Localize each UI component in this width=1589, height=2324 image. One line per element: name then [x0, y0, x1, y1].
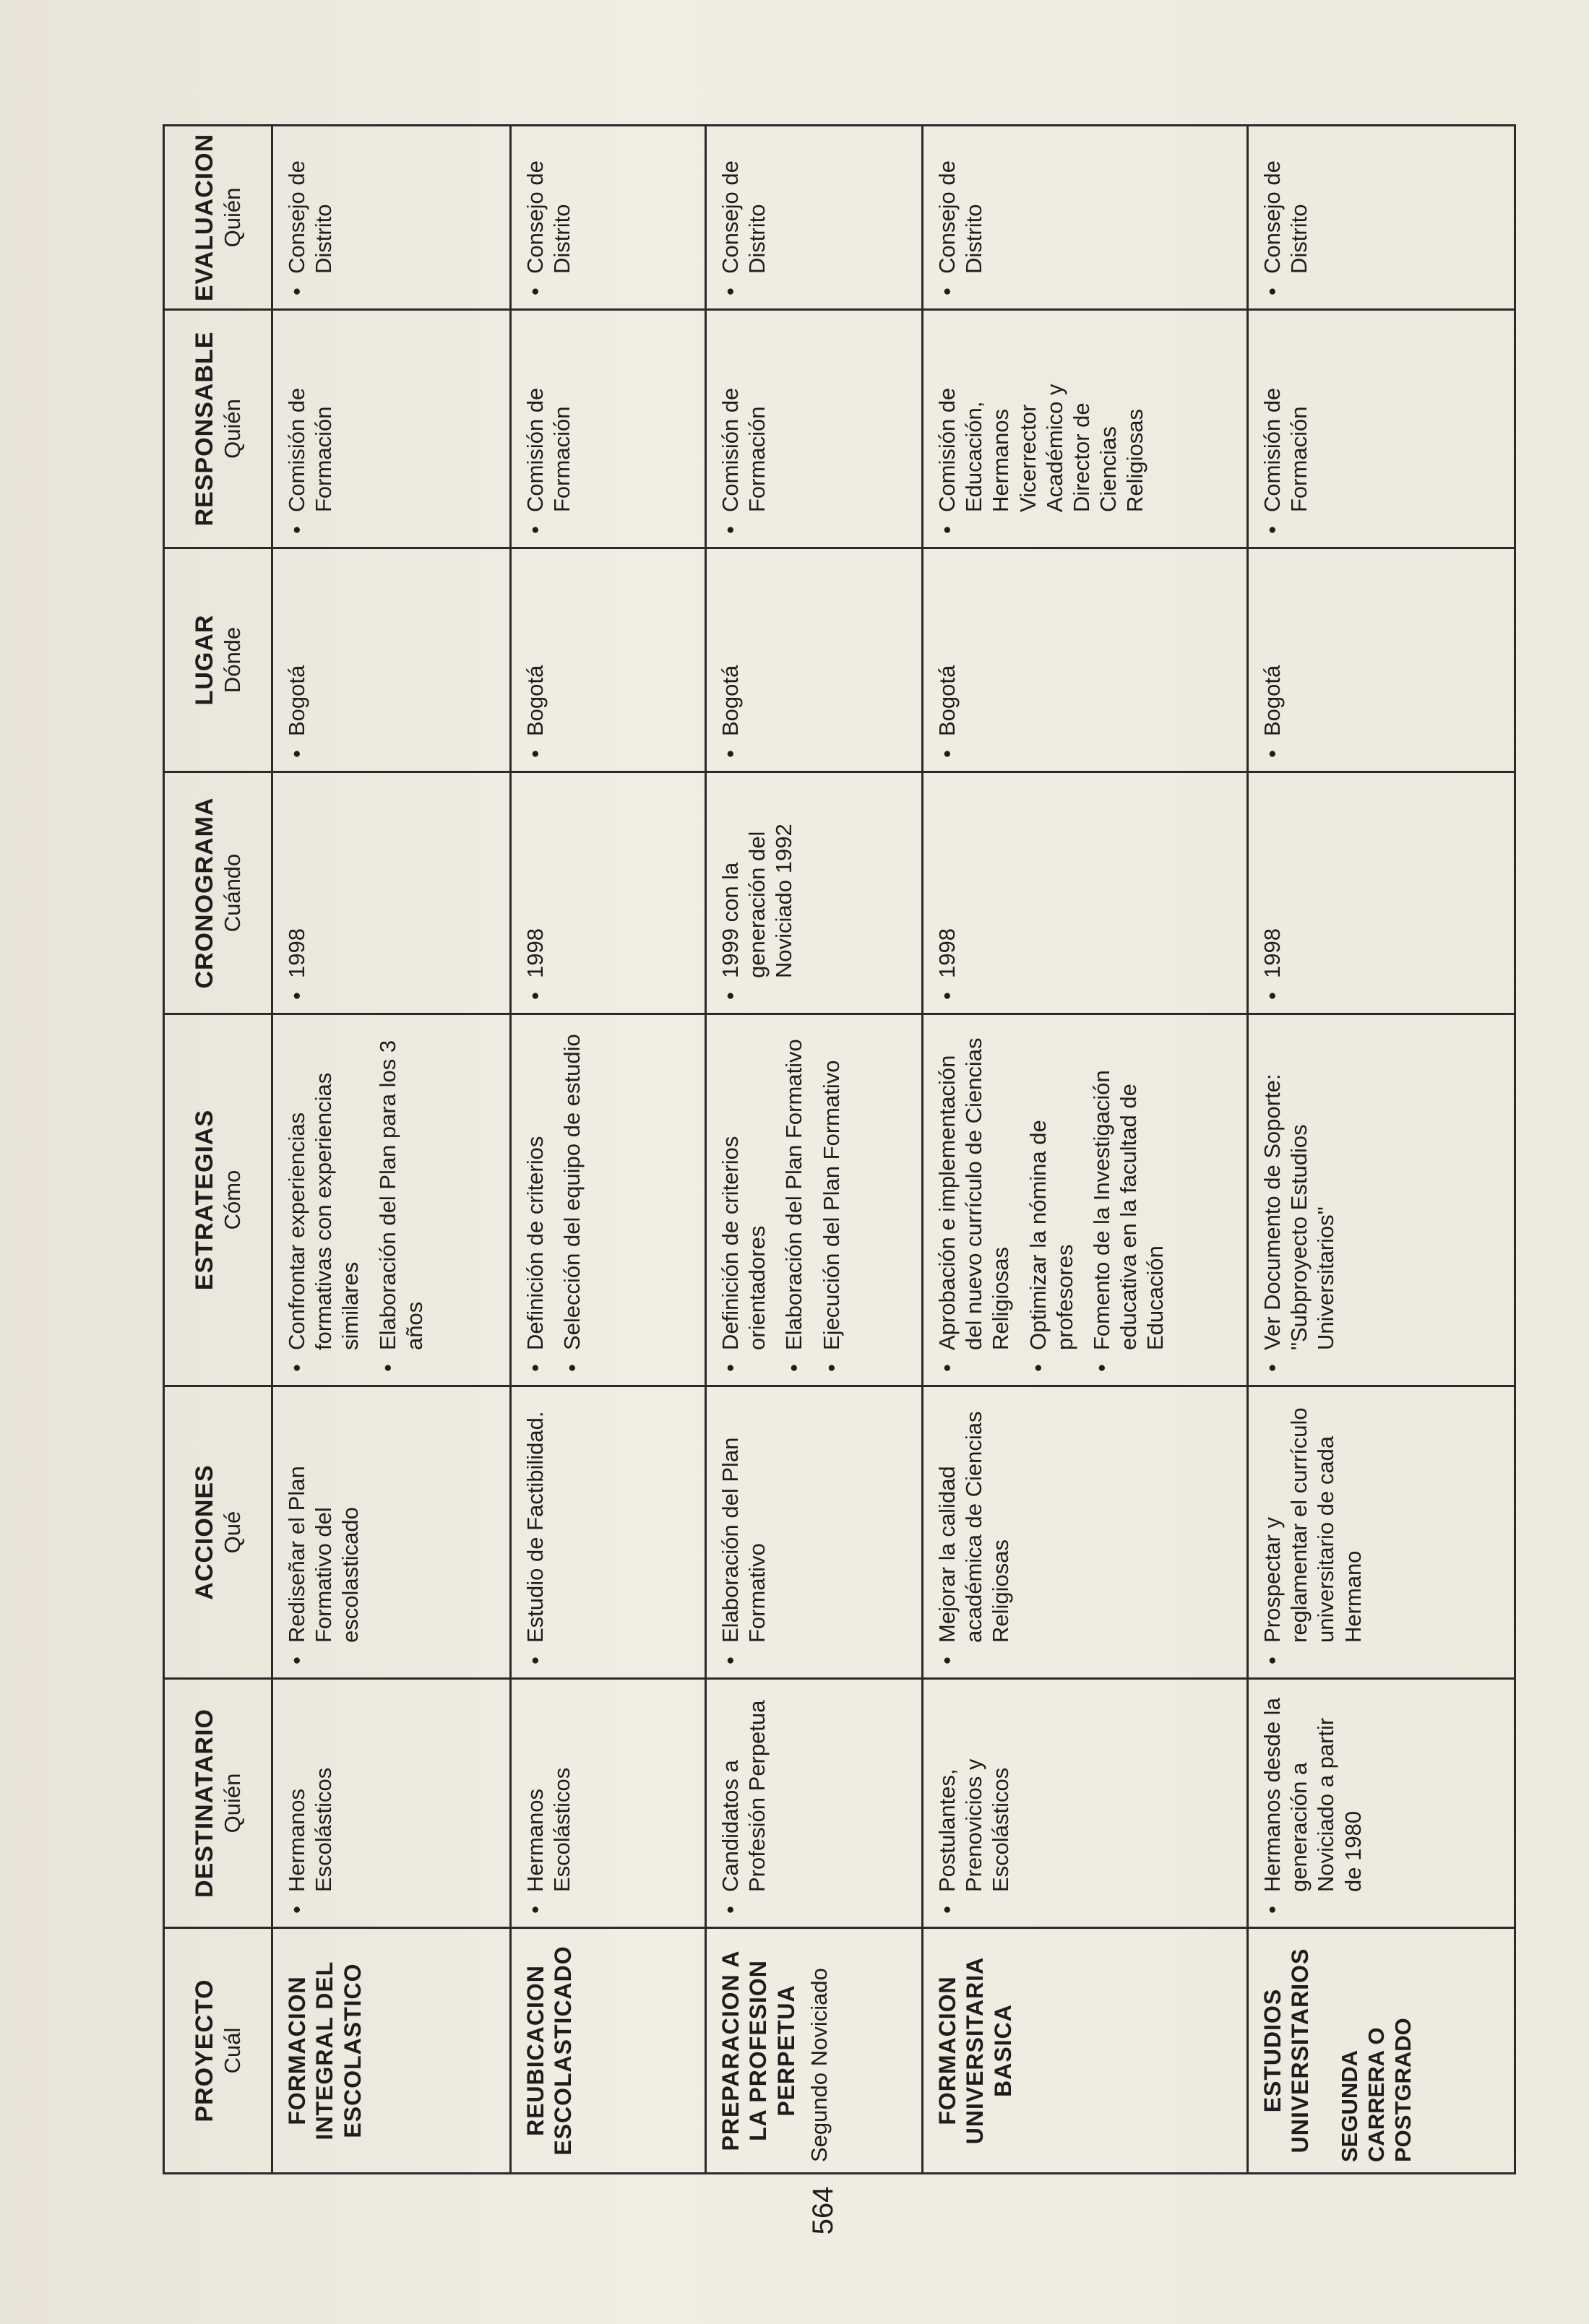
- project-name: FORMACION UNIVERSITARIA BASICA: [934, 1956, 1016, 2145]
- cell-responsable: [923, 310, 1248, 548]
- cell-estrategias: [511, 1014, 706, 1386]
- header-proyecto: [164, 1928, 272, 2174]
- cell-acciones: [1248, 1386, 1515, 1679]
- list-item: • Bogotá: [522, 559, 548, 761]
- list-item: • Comisión de Formación: [522, 321, 575, 537]
- header-sub: Qué: [220, 1511, 246, 1554]
- list-item: • Postulantes, Prenovicios y Escolásticos: [934, 1690, 1015, 1917]
- cell-acciones: [706, 1386, 923, 1679]
- header-responsable: [164, 310, 272, 548]
- cell-estrategias: [1248, 1014, 1515, 1386]
- list-item: • Optimizar la nómina de profesores: [1025, 1025, 1078, 1375]
- cell-cronograma: [511, 772, 706, 1014]
- planning-table-rotated: [163, 126, 1514, 2174]
- list-item: • Consejo de Distrito: [717, 137, 770, 298]
- header-title: RESPONSABLE: [190, 331, 218, 527]
- cell-lugar: [1248, 548, 1515, 772]
- cell-lugar: [923, 548, 1248, 772]
- list-item: • Mejorar la calidad académica de Ciencias Religiosas: [934, 1397, 1015, 1667]
- cell-proyecto: [923, 1928, 1248, 2174]
- list-item: • Hermanos desde la generación a Noviciado a partir de 1980: [1259, 1690, 1366, 1917]
- cell-estrategias: [923, 1014, 1248, 1386]
- list-item: • Consejo de Distrito: [934, 137, 987, 298]
- cell-acciones: [511, 1386, 706, 1679]
- list-item: • Selección del equipo de estudio: [559, 1025, 585, 1375]
- cell-evaluacion: [272, 126, 511, 310]
- header-sub: Quién: [220, 399, 246, 459]
- table-row: [923, 126, 1248, 2174]
- project-name: ESTUDIOS UNIVERSITARIOS: [1259, 1948, 1314, 2154]
- cell-proyecto: [706, 1928, 923, 2174]
- cell-estrategias: [706, 1014, 923, 1386]
- list-item: • Hermanos Escolásticos: [522, 1690, 575, 1917]
- list-item: • Comisión de Formación: [1259, 321, 1312, 537]
- cell-evaluacion: [511, 126, 706, 310]
- list-item: • Elaboración del Plan para los 3 años: [374, 1025, 428, 1375]
- list-item: • Candidatos a Profesión Perpetua: [717, 1690, 770, 1917]
- header-title: PROYECTO: [190, 1979, 218, 2122]
- page-number: 564: [807, 2186, 839, 2235]
- project-subtitle: Segundo Noviciado: [806, 1968, 832, 2162]
- cell-evaluacion: [923, 126, 1248, 310]
- cell-destinatario: [706, 1679, 923, 1928]
- cell-acciones: [923, 1386, 1248, 1679]
- cell-cronograma: [706, 772, 923, 1014]
- list-item: • Bogotá: [934, 559, 960, 761]
- list-item: • Comisión de Formación: [717, 321, 770, 537]
- list-item: • 1998: [283, 783, 310, 1003]
- cell-lugar: [511, 548, 706, 772]
- list-item: • 1998: [1259, 783, 1286, 1003]
- header-sub: Cuándo: [220, 853, 246, 933]
- table-row: [272, 126, 511, 2174]
- cell-cronograma: [1248, 772, 1515, 1014]
- header-evaluacion: [164, 126, 272, 310]
- header-row: [164, 126, 272, 2174]
- header-title: ESTRATEGIAS: [190, 1109, 218, 1291]
- header-acciones: [164, 1386, 272, 1679]
- list-item: • Definición de criterios orientadores: [717, 1025, 770, 1375]
- cell-acciones: [272, 1386, 511, 1679]
- header-sub: Dónde: [220, 626, 246, 694]
- header-title: LUGAR: [190, 614, 218, 706]
- header-sub: Cómo: [220, 1170, 246, 1230]
- header-title: EVALUACION: [190, 133, 218, 302]
- list-item: • Rediseñar el Plan Formativo del escolasticado: [283, 1397, 364, 1667]
- list-item: • Bogotá: [1259, 559, 1286, 761]
- list-item: • 1998: [934, 783, 960, 1003]
- planning-table-wrapper: [163, 126, 1514, 2174]
- list-item: • Comisión de Formación: [283, 321, 337, 537]
- list-item: • Ejecución del Plan Formativo: [818, 1025, 845, 1375]
- list-item: • Bogotá: [717, 559, 744, 761]
- list-item: • Consejo de Distrito: [522, 137, 575, 298]
- cell-destinatario: [1248, 1679, 1515, 1928]
- cell-evaluacion: [1248, 126, 1515, 310]
- cell-cronograma: [272, 772, 511, 1014]
- cell-evaluacion: [706, 126, 923, 310]
- list-item: • Hermanos Escolásticos: [283, 1690, 337, 1917]
- cell-responsable: [511, 310, 706, 548]
- project-name: PREPARACION A LA PROFESION PERPETUA: [718, 1950, 799, 2151]
- list-item: • Confrontar experiencias formativas con experiencias similares: [283, 1025, 364, 1375]
- list-item: • 1998: [522, 783, 548, 1003]
- header-lugar: [164, 548, 272, 772]
- list-item: • Prospectar y reglamentar el currículo universitario de cada Hermano: [1259, 1397, 1366, 1667]
- cell-destinatario: [511, 1679, 706, 1928]
- list-item: • Elaboración del Plan Formativo: [780, 1025, 807, 1375]
- cell-responsable: [706, 310, 923, 548]
- list-item: • Comisión de Educación, Hermanos Vicerrector Académico y Director de Ciencias Religiosas: [934, 321, 1149, 537]
- header-cronograma: [164, 772, 272, 1014]
- cell-cronograma: [923, 772, 1248, 1014]
- header-title: CRONOGRAMA: [190, 797, 218, 989]
- cell-lugar: [272, 548, 511, 772]
- list-item: • Ver Documento de Soporte: "Subproyecto Estudios Universitarios": [1259, 1025, 1340, 1375]
- list-item: • Estudio de Factibilidad.: [522, 1397, 548, 1667]
- cell-responsable: [1248, 310, 1515, 548]
- header-sub: Quién: [220, 1773, 246, 1833]
- list-item: • 1999 con la generación del Noviciado 1992: [717, 783, 798, 1003]
- list-item: • Definición de criterios: [522, 1025, 548, 1375]
- cell-proyecto: [1248, 1928, 1515, 2174]
- table-row: [511, 126, 706, 2174]
- header-sub: Quién: [220, 187, 246, 248]
- project-name: REUBICACION ESCOLASTICADO: [522, 1945, 577, 2156]
- cell-destinatario: [923, 1679, 1248, 1928]
- table-row: [1248, 126, 1515, 2174]
- list-item: • Consejo de Distrito: [283, 137, 337, 298]
- project-subtitle: SEGUNDA CARRERA O POSTGRADO: [1336, 2018, 1416, 2162]
- list-item: • Elaboración del Plan Formativo: [717, 1397, 770, 1667]
- header-destinatario: [164, 1679, 272, 1928]
- table-row: [706, 126, 923, 2174]
- list-item: • Bogotá: [283, 559, 310, 761]
- cell-proyecto: [511, 1928, 706, 2174]
- header-title: ACCIONES: [190, 1464, 218, 1600]
- header-estrategias: [164, 1014, 272, 1386]
- list-item: • Aprobación e implementación del nuevo currículo de Ciencias Religiosas: [934, 1025, 1015, 1375]
- list-item: • Fomento de la Investigación educativa en la facultad de Educación: [1088, 1025, 1169, 1375]
- cell-estrategias: [272, 1014, 511, 1386]
- header-title: DESTINATARIO: [190, 1709, 218, 1898]
- project-name: FORMACION INTEGRAL DEL ESCOLASTICO: [284, 1961, 366, 2141]
- cell-destinatario: [272, 1679, 511, 1928]
- list-item: • Consejo de Distrito: [1259, 137, 1312, 298]
- cell-proyecto: [272, 1928, 511, 2174]
- cell-lugar: [706, 548, 923, 772]
- cell-responsable: [272, 310, 511, 548]
- header-sub: Cuál: [220, 2027, 246, 2074]
- planning-table: [163, 124, 1516, 2174]
